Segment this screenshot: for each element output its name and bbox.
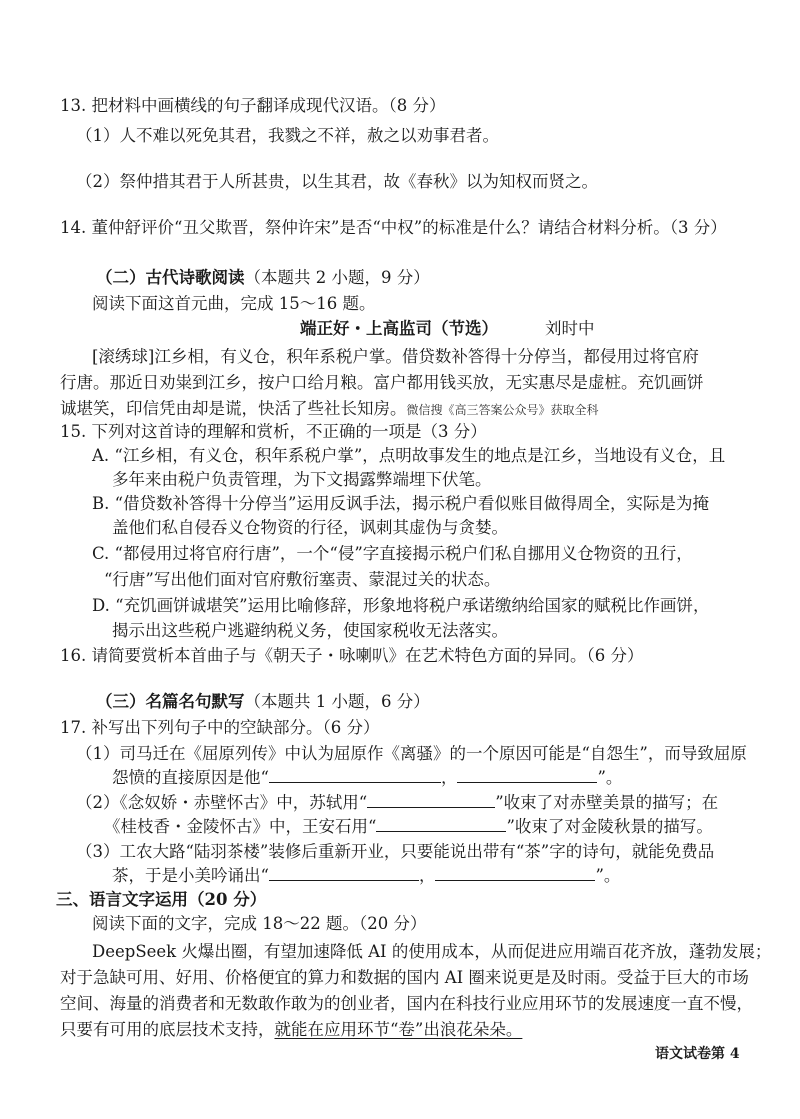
passage-line-1: DeepSeek 火爆出圈，有望加速降低 AI 的使用成本，从而促进应用端百花齐放，蓬勃发展； [92, 942, 772, 961]
q17-part3-line-2 [112, 864, 620, 888]
poem-author: 刘时中 [545, 319, 595, 338]
q17-blank-4[interactable] [376, 815, 506, 832]
passage-line-3: 空间、海量的消费者和无数敢作敢为的创业者，国内在科技行业应用环节的发展速度一直不慢， [60, 994, 753, 1013]
q17-part3-end: ”。 [595, 866, 621, 885]
q13-title: 13. 把材料中画横线的句子翻译成现代汉语。（8 分） [60, 96, 446, 115]
footer-page-number: 4 [729, 1046, 740, 1062]
q17-part2-line-1 [76, 791, 718, 815]
q17-part2-line-2 [104, 815, 713, 839]
q17-part2-lead2: 《桂枝香・金陵怀古》中，王安石用“ [104, 817, 377, 836]
section2-heading-rest: （本题共 2 小题，9 分） [244, 268, 430, 287]
q17-part2-lead: （2）《念奴娇・赤壁怀古》中，苏轼用“ [76, 793, 368, 812]
q17-part3-lead: 茶，于是小美吟诵出“ [112, 866, 269, 885]
q16-text: 16. 请简要赏析本首曲子与《朝天子・咏喇叭》在艺术特色方面的异同。（6 分） [60, 646, 644, 665]
q17-blank-6[interactable] [435, 864, 595, 881]
q15-option-a-line-1: A. “江乡相，有义仓，积年系税户掌”，点明故事发生的地点是江乡，当地设有义仓，且 [92, 446, 726, 465]
q15-option-d-line-2: 揭示出这些税户逃避纳税义务，使国家税收无法落实。 [112, 621, 508, 640]
q17-blank-1[interactable] [269, 766, 441, 783]
q17-part1-end: ”。 [597, 768, 623, 787]
passage-underlined-sentence: 就能在应用环节“卷”出浪花朵朵。 [274, 1020, 523, 1039]
section2-heading [96, 266, 430, 290]
q17-part1-line-1: （1）司马迁在《屈原列传》中认为屈原作《离骚》的一个原因可能是“自怨生”，而导致屈原 [76, 744, 747, 763]
q15-option-b-line-2: 盖他们私自侵吞义仓物资的行径，讽刺其虚伪与贪婪。 [112, 518, 508, 537]
passage-line-4-a: 只要有可用的底层技术支持， [60, 1020, 275, 1039]
q17-blank-3[interactable] [367, 791, 495, 808]
q15-option-d-line-1: D. “充饥画饼诚堪笑”运用比喻修辞，形象地将税户承诺缴纳给国家的赋税比作画饼， [92, 596, 710, 615]
footer-label: 语文试卷第 [655, 1046, 725, 1062]
poem-line-1: [滚绣球]江乡相，有义仓，积年系税户掌。借贷数补答得十分停当，都侵用过将官府 [92, 347, 699, 366]
section3-heading-rest: （本题共 1 小题，6 分） [244, 692, 430, 711]
q15-option-c-line-2: “行唐”写出他们面对官府敷衍塞责、蒙混过关的状态。 [104, 570, 501, 589]
q17-blank-5[interactable] [269, 864, 419, 881]
section2-heading-bold: （二）古代诗歌阅读 [96, 268, 245, 287]
watermark-text: 微信搜《高三答案公众号》获取全科 [406, 403, 599, 417]
q13-sentence-2: （2）祭仲措其君于人所甚贵，以生其君，故《春秋》以为知权而贤之。 [76, 172, 598, 191]
q15-option-b-line-1: B. “借贷数补答得十分停当”运用反讽手法，揭示税户看似账目做得周全，实际是为掩 [92, 494, 709, 513]
q15-stem: 15. 下列对这首诗的理解和赏析，不正确的一项是（3 分） [60, 422, 487, 441]
q17-part3-line-1: （3）工农大路“陆羽茶楼”装修后重新开业，只要能说出带有“茶”字的诗句，就能免费品 [76, 842, 715, 861]
q17-blank-2[interactable] [457, 766, 597, 783]
section3-heading-bold: （三）名篇名句默写 [96, 692, 245, 711]
q17-stem: 17. 补写出下列句子中的空缺部分。（6 分） [60, 718, 380, 737]
q15-option-a-line-2: 多年来由税户负责管理，为下文揭露弊端埋下伏笔。 [112, 470, 492, 489]
passage-line-2: 对于急缺可用、好用、价格便宜的算力和数据的国内 AI 圈来说更是及时雨。受益于巨大的市场 [60, 968, 749, 987]
poem-line-3-text: 诚堪笑，印信凭由却是谎，快活了些社长知房。 [60, 399, 407, 418]
poem-line-2: 行唐。那近日劝粜到江乡，按户口给月粮。富户都用钱买放，无实惠尽是虚桩。充饥画饼 [60, 373, 704, 392]
q17-part1-line-2 [112, 766, 622, 790]
poem-title: 端正好・上高监司（节选） [300, 319, 498, 338]
passage-line-4 [60, 1018, 522, 1042]
q17-part1-lead: 怨愤的直接原因是他“ [112, 768, 269, 787]
part3-intro: 阅读下面的文字，完成 18～22 题。（20 分） [92, 914, 427, 933]
page-footer [655, 1042, 740, 1066]
q15-option-c-line-1: C. “都侵用过将官府行唐”，一个“侵”字直接揭示税户们私自挪用义仓物资的丑行， [92, 544, 693, 563]
part3-heading: 三、语言文字运用（20 分） [56, 890, 267, 909]
poem-line-3 [60, 397, 599, 422]
q14-text: 14. 董仲舒评价“丑父欺晋，祭仲许宋”是否“中权”的标准是什么？请结合材料分析。（3 分） [60, 218, 727, 237]
q13-sentence-1: （1）人不难以死免其君，我戮之不祥，赦之以劝事君者。 [76, 126, 499, 145]
section3-heading [96, 690, 430, 714]
q17-part2-tail: ”收束了对赤壁美景的描写；在 [495, 793, 719, 812]
q17-part2-tail2: ”收束了对金陵秋景的描写。 [506, 817, 713, 836]
section2-intro: 阅读下面这首元曲，完成 15～16 题。 [92, 294, 376, 313]
q17-part1-comma: ， [440, 768, 458, 787]
q17-part3-comma: ， [418, 866, 436, 885]
